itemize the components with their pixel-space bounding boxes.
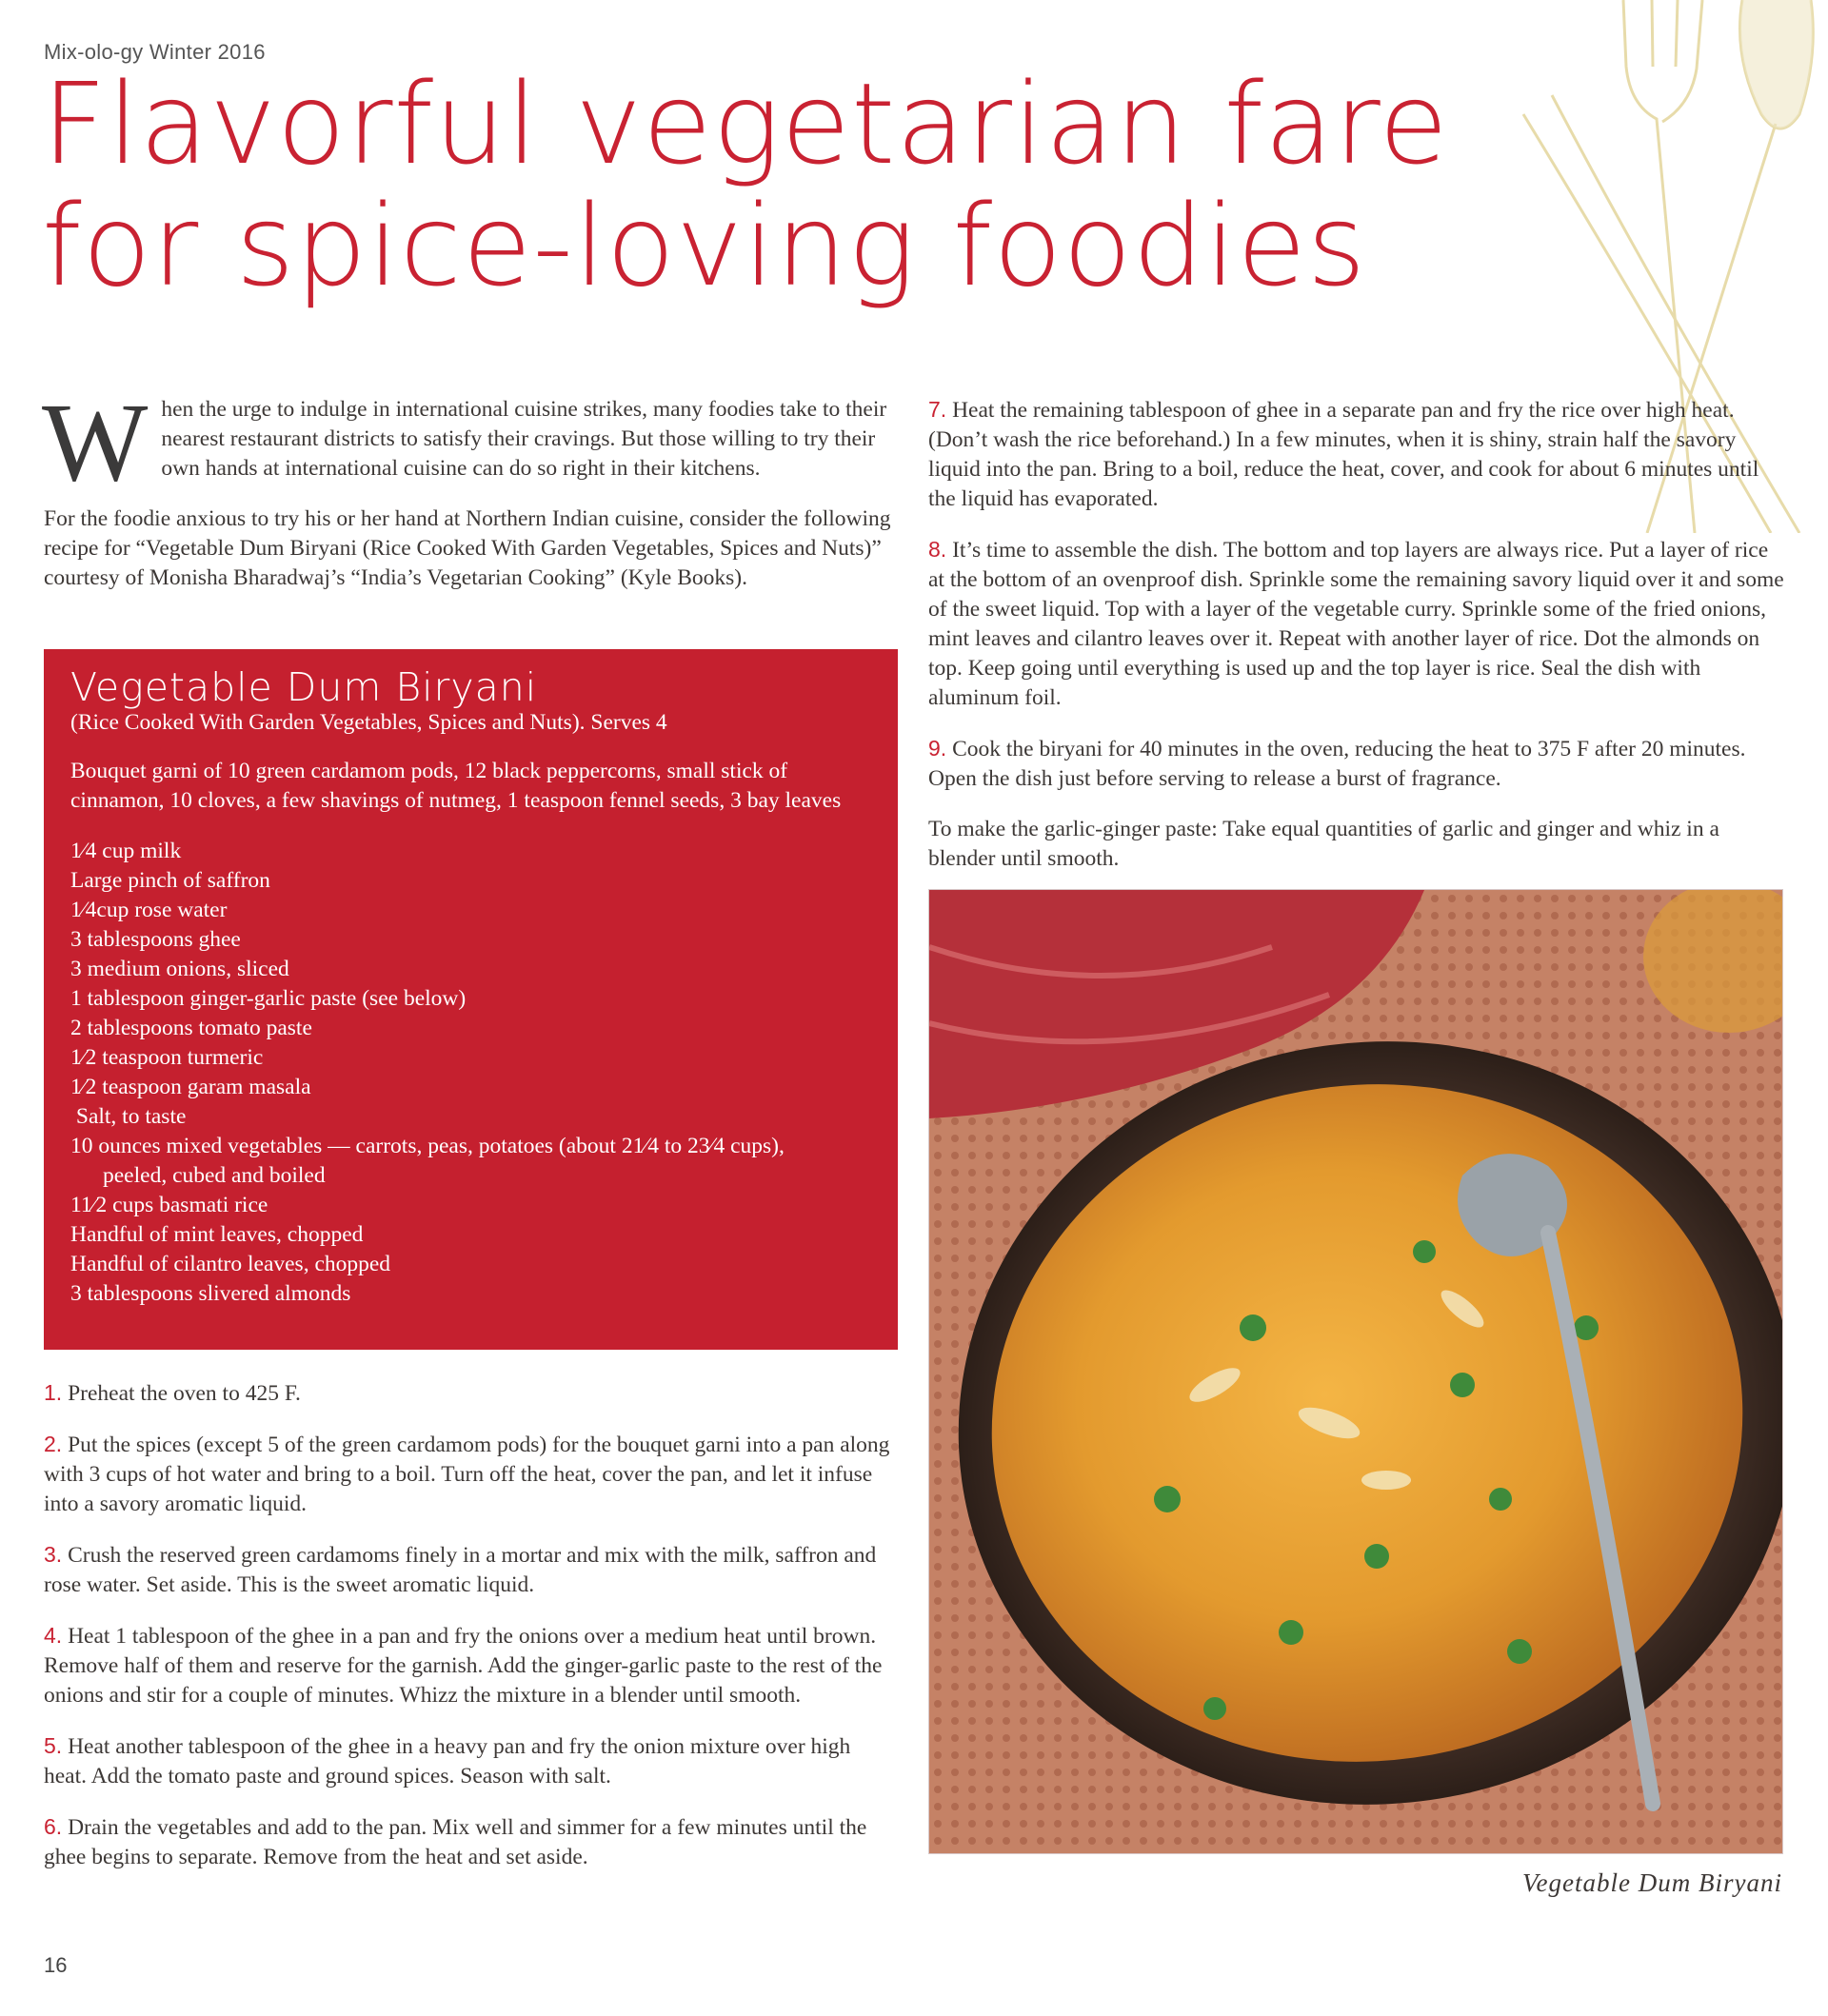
headline (42, 58, 1527, 311)
step (44, 1540, 897, 1600)
step-text: It’s time to assemble the dish. The bottom and top layers are always rice. Put a layer of rice at the bottom of an ovenproof dish. Sprinkle some the remaining savory liquid over it and some of the sweet liquid. Top with a layer of the vegetable curry. Sprinkle some of the fried onions, mint leaves and cilantro leaves over it. Repeat with another layer of rice. Dot the almonds on top. Keep going until everything is used up and the top layer is rice. Seal the dish with aluminum foil. (928, 538, 1784, 710)
step-number: 5. (44, 1733, 63, 1758)
ingredient: 1⁄2 teaspoon garam masala (70, 1075, 311, 1099)
step (928, 535, 1785, 713)
steps-left-column (44, 1378, 897, 1893)
biryani-photo (928, 889, 1783, 1854)
ingredient: Handful of mint leaves, chopped (70, 1222, 364, 1247)
step-text: Preheat the oven to 425 F. (68, 1381, 301, 1406)
ingredient: Salt, to taste (70, 1104, 187, 1129)
intro-paragraph-1 (42, 380, 897, 504)
intro-paragraph-1-text: hen the urge to indulge in international cuisine strikes, many foodies take to their nearest restaurant districts to satisfy their cravings. But those willing to try their own hands at international cuisine can do so right in their kitchens. (161, 397, 887, 481)
step-number: 8. (928, 537, 947, 562)
ingredient: 3 tablespoons slivered almonds (70, 1281, 351, 1306)
headline-line-2: for spice-loving foodies (42, 180, 1367, 311)
step (44, 1731, 897, 1791)
ingredient: Large pinch of saffron (70, 868, 270, 893)
step-number: 2. (44, 1432, 63, 1456)
step (928, 734, 1785, 794)
ingredient: 3 medium onions, sliced (70, 957, 289, 981)
photo-caption: Vegetable Dum Biryani (1522, 1868, 1782, 1897)
step-text: Heat 1 tablespoon of the ghee in a pan and fry the onions over a medium heat until brown. Remove half of them and reserve for the garnish. Add the ginger-garlic paste to the rest of the onions and stir for a couple of minutes. Whizz the mixture in a blender until smooth. (44, 1624, 883, 1708)
step-number: 9. (928, 736, 947, 761)
ingredient-list (70, 837, 871, 1309)
step (928, 395, 1785, 514)
step-text: Heat the remaining tablespoon of ghee in a separate pan and fry the rice over high heat. (Don’t wash the rice beforehand.) In a few minutes, when it is shiny, strain half the savory liquid into the pan. Bring to a boil, reduce the heat, cover, and cook for about 6 minutes until the liquid has evaporated. (928, 398, 1759, 511)
step (44, 1812, 897, 1872)
bouquet-garni: Bouquet garni of 10 green cardamom pods, 12 black peppercorns, small stick of cinnamon, 10 cloves, a few shavings of nutmeg, 1 teaspoon fennel seeds, 3 bay leaves (70, 759, 842, 813)
step (44, 1378, 897, 1409)
ingredient: 1⁄4 cup milk (70, 839, 182, 863)
step (44, 1430, 897, 1519)
headline-line-1: Flavorful vegetarian fare (42, 58, 1449, 189)
step-number: 6. (44, 1814, 63, 1839)
recipe-box (44, 649, 898, 1350)
ingredient: 1⁄4cup rose water (70, 898, 228, 922)
ingredient: 10 ounces mixed vegetables — carrots, peas, potatoes (about 21⁄4 to 23⁄4 cups), (70, 1134, 785, 1158)
issue-label: Mix-olo-gy Winter 2016 (44, 40, 266, 64)
ingredient: 11⁄2 cups basmati rice (70, 1193, 268, 1217)
step-number: 7. (928, 397, 947, 422)
ingredient: 3 tablespoons ghee (70, 927, 241, 952)
intro-column (42, 380, 897, 614)
recipe-title: Vegetable Dum Biryani (70, 664, 538, 710)
ingredient: peeled, cubed and boiled (103, 1163, 326, 1188)
step-text: Drain the vegetables and add to the pan. Mix well and simmer for a few minutes until the ghee begins to separate. Remove from the heat and set aside. (44, 1815, 867, 1869)
step-number: 3. (44, 1542, 63, 1567)
step-number: 1. (44, 1380, 63, 1405)
step-text: Cook the biryani for 40 minutes in the oven, reducing the heat to 375 F after 20 minutes. Open the dish just before serving to release a burst of fragrance. (928, 737, 1746, 791)
ingredient: 1 tablespoon ginger-garlic paste (see below) (70, 986, 467, 1011)
recipe-subtitle: (Rice Cooked With Garden Vegetables, Spices and Nuts). Serves 4 (70, 710, 667, 735)
intro-paragraph-2: For the foodie anxious to try his or her hand at Northern Indian cuisine, consider the following recipe for “Vegetable Dum Biryani (Rice Cooked With Garden Vegetables, Spices and Nuts)” courtesy of Monisha Bharadwaj’s “India’s Vegetarian Cooking” (Kyle Books). (44, 506, 891, 590)
step-number: 4. (44, 1623, 63, 1648)
step (44, 1621, 897, 1710)
paste-note: To make the garlic-ginger paste: Take equal quantities of garlic and ginger and whiz in a blender until smooth. (928, 817, 1719, 871)
ingredient: 1⁄2 teaspoon turmeric (70, 1045, 264, 1070)
step-text: Heat another tablespoon of the ghee in a heavy pan and fry the onion mixture over high heat. Add the tomato paste and ground spices. Season with salt. (44, 1734, 851, 1789)
step-text: Crush the reserved green cardamoms finely in a mortar and mix with the milk, saffron and rose water. Set aside. This is the sweet aromatic liquid. (44, 1543, 877, 1597)
steps-right-column (928, 395, 1785, 895)
step-text: Put the spices (except 5 of the green cardamom pods) for the bouquet garni into a pan along with 3 cups of hot water and bring to a boil. Turn off the heat, cover the pan, and let it infuse into a savory aromatic liquid. (44, 1433, 890, 1516)
page-number: 16 (44, 1953, 68, 1977)
drop-cap: W (42, 380, 149, 504)
ingredient: Handful of cilantro leaves, chopped (70, 1252, 391, 1276)
biryani-illustration (929, 890, 1782, 1853)
ingredient: 2 tablespoons tomato paste (70, 1016, 312, 1040)
